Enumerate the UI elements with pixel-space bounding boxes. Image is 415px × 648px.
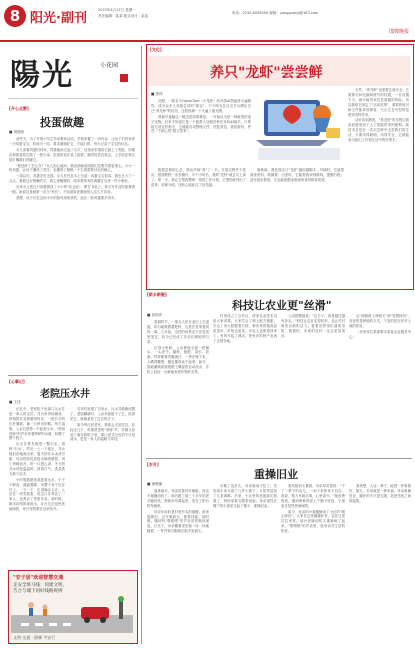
ad-line3: 告合与城下同好线路规则 (13, 589, 63, 594)
paragraph: 母亲年轻时是村里有名的裁缝，谁家娶媳妇、过年做新衣，都要找她。那时候，缝纫机"嗒嗒嗒"的声音常常响到深夜，灯光下，母亲戴着老花镜一针一线地缝着，一件件新衣服就在她手里诞生。 (147, 509, 209, 534)
farm-body-d (349, 314, 411, 456)
paragraph: 女儿拿着鸡蛋回到家，郑重地给它起了名字，还找来彩笔给它画上了笑脸，用棉花和纸盒给它做了一张小床。吃饭时放在桌上陪着，睡觉时放在枕边，上学前还要反复叮嘱我们别碰它。 (9, 147, 135, 162)
section-tag-culture: [文化] (150, 47, 162, 52)
job-body-a (147, 489, 209, 644)
divider (8, 375, 138, 376)
byline-invest: ■ 刘德伟 (9, 130, 25, 134)
paragraph: 近期，一款名为OpenClaw（小龙虾）的开源AI智能体火遍网络，成为众多人竞相尝试的"新宠"。不少网友在社交平台晒出自己"养龙虾"的经历，这股热潮一下火遍了朋友圈。 (151, 99, 251, 113)
paragraph: 可歇了没多久，母亲就闲不住了。先是给小孙女做了几件小裙子，又帮邻居改了几条裤脚。后来，小区里的老姐妹们知道了，纷纷拿着衣服来找她。母亲索性在楼下的小屋里支起了摊子，重操旧业。 (213, 484, 277, 508)
paragraph: 村里成立了合作社，请来农业技术员给大家讲课。大家学会了测土配方施肥，学会了用大数据看行情，种出来的粮食品质更好，价格也更高。年轻人也愿意回来了，有的开起了网店，把家乡的特产卖到了全国各地。 (213, 314, 277, 343)
paragraph: 我想，孩子们在这场小小的游戏里收获的，远比一枚鸡蛋要多得多。 (16, 195, 118, 200)
page-number: 8 (4, 5, 26, 27)
traffic-illustration-icon (11, 595, 133, 633)
paragraph: 抱着尝鲜的心态，我也开始"养"了一只。安装过程并不复杂，按照教程一步步操作，半个小时后，我的"龙虾"就正式上岗了。第一天，我让它帮我整理一周的工作计划，它很快就列出了清单，条理分明，还贴心地标注了优先级。 (151, 168, 246, 187)
paragraph: 如今，母亲的小裁缝铺成了小区的"暖心驿站"。大家在这里缝缝补补，也在这里拉拉家常。那台老缝纫机又重新响了起来，"嗒嗒嗒"的声音里，是母亲对生活的热爱。 (281, 509, 345, 534)
article-body-well-a (9, 407, 65, 567)
farm-body-a (147, 320, 209, 456)
newspaper-brand: 邯郸晚报 (388, 29, 409, 35)
byline-job: ■ 徐俊丽 (147, 482, 163, 486)
job-body-c (281, 484, 345, 644)
job-body-d (349, 484, 411, 644)
section-tag-farm: [新乡新貌] (147, 292, 167, 297)
paragraph: 小时候我最喜欢抢着压水，个子不够高，就踮着脚、用整个身子压在杆上，一下一下，压得满头大汗。父亲在一旁笑着看，说这口井养活了一家人，也养活了邻里乡亲。那时候，街坊四邻都来挑水，井台边总是热热闹闹的，家长里短都在这里传开。 (9, 477, 65, 512)
lobster-laptop-illustration-icon (254, 88, 344, 164)
paragraph: 前些天，为了开展小学生劳动教育活动，学校布置了一份作业：让孩子们回家养一只鸡蛋宝宝，时间为一周，要求照顾好它，不能打碎，每天记录下宝宝的状态。 (9, 137, 135, 146)
paragraph: 当然，"养龙虾"也需要注意安全。它需要访问电脑和账号的权限，一旦设置不当，就可能带来信息泄露的风险。所以我给它划定了"活动范围"，重要的账号和文件都单独保管，只让它在可控的范围里发挥作用。 (348, 88, 409, 117)
paragraph: 压水井要先倒进一瓢引水，俗称"引水"，然后一上一下地压，井水便汩汩地流出来。夏天的井水冰凉甘甜，母亲把西瓜放进水桶里镇着，到了傍晚切开，咬一口透心凉。冬天的井水却是温温的，冒着白气，洗菜洗衣都不冻手。 (9, 442, 65, 476)
page-title: 阳光·副刊 (30, 11, 87, 26)
contact-line: 电话：0310-6058200 邮箱：yangguang@163.com (232, 11, 319, 15)
byline-well: ■ 王佳 (9, 400, 21, 404)
paragraph: 后来村里通了自来水，压水井渐渐闲置了。老屋翻新时，父亲执意留下了它，说看见它，就像看见了过去的日子。 (70, 407, 135, 421)
paragraph: 春耕时节，一架无人机在麦田上空盘旋，均匀地喷洒着肥料，这是在老家看到的一幕。几年前，这样的场景还只在电视里见过，如今已经成了乡亲们种地的日常。 (147, 320, 209, 344)
paragraph: 退休那年，母亲说要好好歇歇，再也不碰缝纫机了。那台跟了她三十多年的老式缝纫机，被她用布罩起来，放在了阳台的角落里。 (147, 489, 209, 508)
paragraph: 记忆中，老家院子里那口压水井是一家人的宝贝。井台用青砖砌成，铁铸的井身被磨得锃亮，一根长长的压杆翘着，像一只昂首的鹤。每天清晨，父亲总是第一个起来压水，"吱呀吱呀"的声音伴着哗哗的水流，叫醒了整个院子。 (9, 407, 65, 441)
paragraph: 从"面朝黄土背朝天"到"智慧种田"，变化的是种地的方式，不变的是农民对土地的热爱。 (349, 314, 411, 328)
paragraph: 父亲感慨地说："这日子，真是越过越有奔头。"科技让农业变得轻松，也让乡村焕发出新的活力。看着田野里忙碌的身影，我相信，未来的农村一定会更加美好。 (281, 314, 345, 338)
byline-lobster: ■ 张梓 (151, 92, 163, 96)
ad-line2: 走安全斑马线：同建文明， (13, 583, 67, 588)
public-service-ad (8, 570, 138, 644)
banner-calligraphy: 陽光 (10, 58, 74, 93)
paragraph: 我常想，人这一辈子，能把一件事做好、做久，本身就是一种幸福。母亲重操旧业，缝补的不只是衣服，更是邻里之间的温情。 (349, 484, 411, 503)
feature-body-c (250, 168, 344, 284)
paragraph: 一周以后，鸡蛋完好无损。女儿在作业本上写道：鸡蛋宝宝很乖，我也长大了一点点。看着这行稚嫩的字，我心里暖暖的，原来教育有时就藏在这样一件小事里。 (9, 174, 135, 184)
job-body-b (213, 484, 277, 644)
article-body-well-b (70, 407, 135, 567)
feature-body-a (151, 99, 251, 165)
article-body-invest (9, 137, 135, 375)
seal-stamp-icon (120, 74, 128, 82)
paragraph: （作者单位系邯郸市某某农业服务中心） (349, 329, 411, 339)
feature-body-b (151, 168, 246, 284)
editor-credits: 责任编辑：某某 版式设计：某某 (98, 14, 149, 18)
issue-date: 2023年4月17日 星期一 (98, 8, 136, 12)
section-tag-job: [岁月] (147, 462, 159, 467)
farm-body-b (213, 314, 277, 456)
divider (146, 458, 412, 459)
section-tag-well: [心事记] (9, 379, 25, 384)
farm-body-c (281, 314, 345, 456)
section-tag-invest: [开心点赞] (9, 106, 29, 111)
banner-subtitle: 小花园 (100, 62, 119, 69)
feature-body-right (348, 88, 409, 284)
paragraph: 渐渐地，我发现这只"龙虾"越用越顺手。写稿时，它能帮我查资料、做摘要；出差时，它能帮我规划路线、提醒行程；甚至周末做饭，它也能根据冰箱里的食材推荐菜谱。 (250, 168, 344, 182)
column-divider (141, 46, 142, 644)
ad-headline: "安子居"欢迎智慧交通 (13, 575, 64, 581)
paragraph: 从好奇到熟练，"养龙虾"的过程让我真切感受到了人工智能带来的便利。新技术总是在一次次尝鲜中走进我们的生活，只要用得聪明、用得安全，它就能成为我们工作和生活中的好帮手。 (348, 118, 409, 143)
byline-farm: ■ 祁国庆 (147, 313, 163, 317)
headline-lobster: 养只"龙虾"尝尝鲜 (210, 65, 323, 81)
paragraph: "要是碎了怎么办？"女儿担心地问。我说那就说明我们还要学着更细心。小小一枚鸡蛋，让孩子懂得了责任，也懂得了照顾一个生命需要付出的耐心。 (9, 163, 135, 173)
paragraph: 我最早接触这一概念是同事推荐，一开始以为是一种新型的电子宠物，后来才知道它是一个能帮人处理各种任务的AI助手。只要给它设定好指令，它就能自动整理文件、回复消息、查找资料，俨然一个贴心的"数字管家"。 (151, 114, 251, 134)
column-banner (8, 46, 138, 99)
ad-footer: 文明 交通 · 邯郸 平安行 (13, 635, 56, 640)
paragraph: 我劝她别太累着，母亲却笑着说："干了一辈子的活儿，一闲下来浑身不自在。再说，帮大家做点事，心里高兴。"她收费很低，遇到困难的老人干脆不收钱，小屋里总是热热闹闹的。 (281, 484, 345, 508)
paragraph: 记得小时候，父亲种地全靠一把锄头、一头老牛。播种、施肥、浇水、收割，样样都要弯腰流汗，一季庄稼下来，人晒得黝黑，腰也累得直不起来。如今，智能灌溉系统根据土壤湿度自动浇水，手机上轻轻一点就能查看作物的长势。 (147, 345, 209, 375)
headline-farm: 科技让农业更"丝滑" (232, 299, 332, 312)
headline-job: 重操旧业 (254, 468, 298, 481)
headline-well: 老院压水井 (40, 389, 90, 400)
paragraph: 如今每次回老家，我都会走到井边，轻轻压几下，听那熟悉的"吱呀"声，仿佛又回到了童年的院子里。那口老井压出的不只是清水，更是一家人的温暖与牵挂。 (70, 422, 135, 442)
headline-invest: 投蛋做趣 (40, 116, 84, 129)
paragraph: 后来女儿把这只鸡蛋做成了小小的"纪念品"，摆在书桌上，每天写作业时都要看一眼。她说这是她第一次当"家长"，才知道原来照顾别人这么不容易。 (9, 185, 135, 195)
